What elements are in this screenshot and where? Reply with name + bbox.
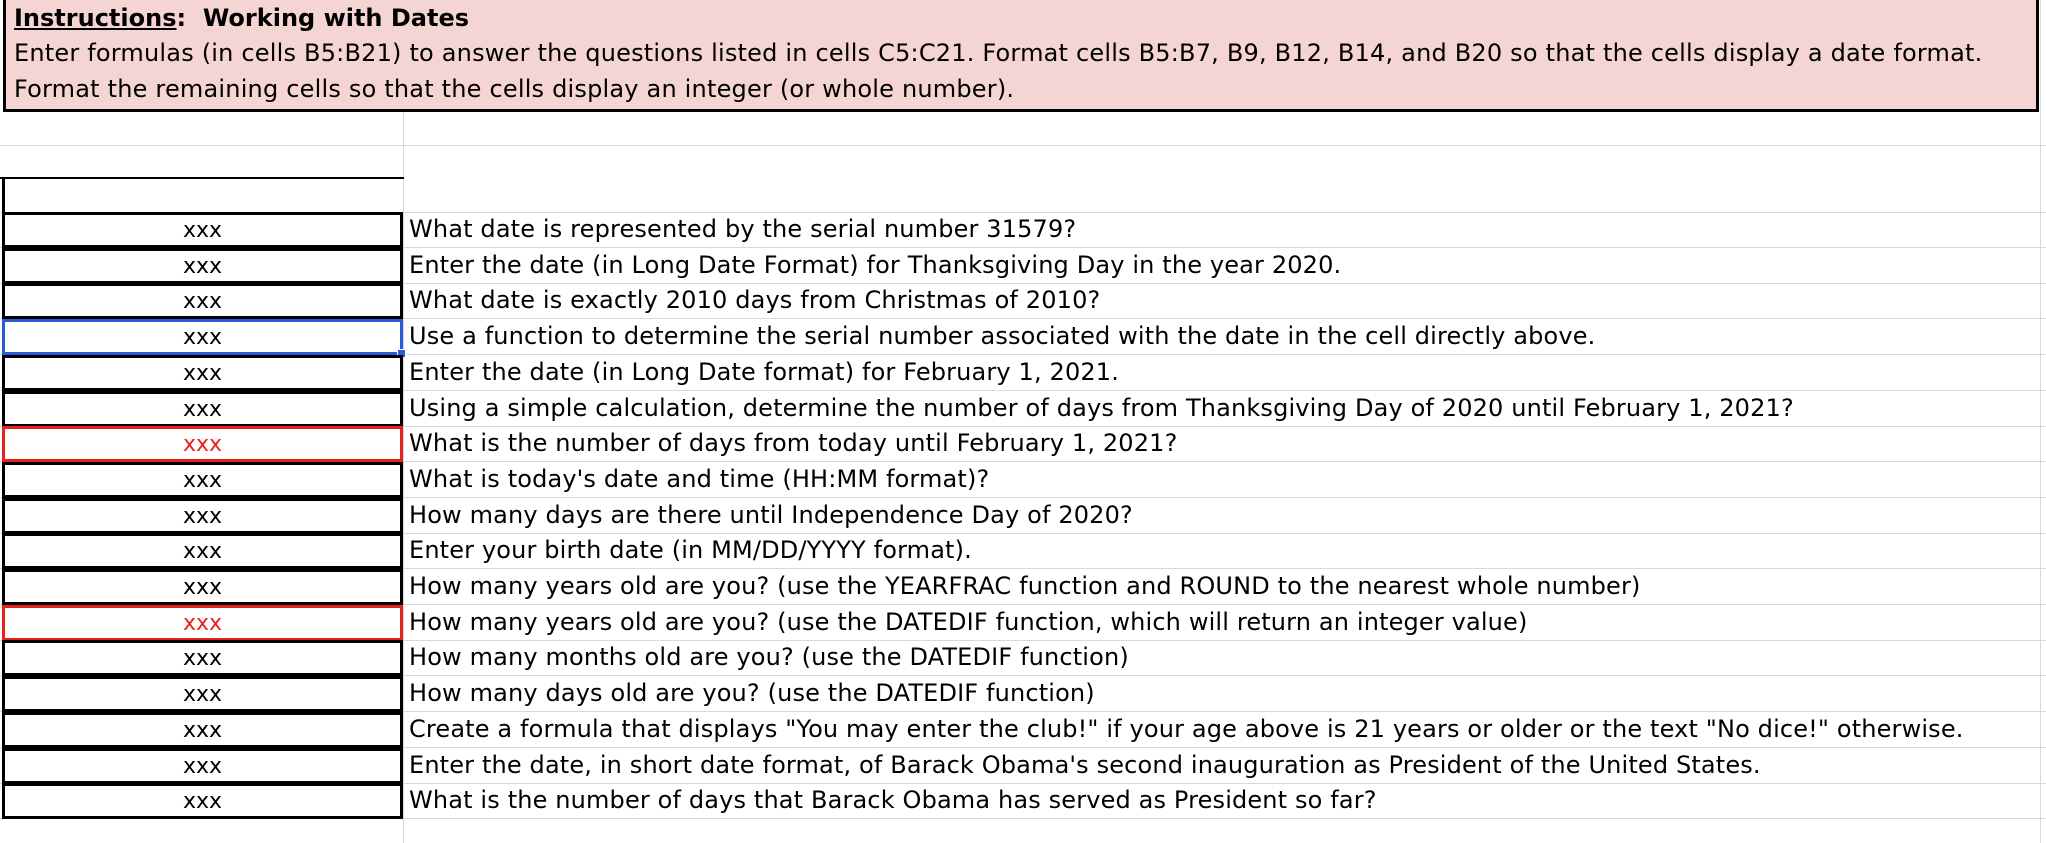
question-cell[interactable]: How many months old are you? (use the DATEDIF function) — [409, 643, 1129, 671]
table-row — [0, 319, 2046, 355]
table-row — [0, 426, 2046, 462]
instructions-title — [14, 1, 2030, 35]
question-cell[interactable]: How many years old are you? (use the DATEDIF function, which will return an integer value) — [409, 608, 1528, 636]
question-cell[interactable]: Create a formula that displays "You may enter the club!" if your age above is 21 years or older or the text "No dice!" otherwise. — [409, 715, 1964, 743]
answer-cell[interactable]: xxx — [2, 569, 403, 605]
table-row — [0, 712, 2046, 748]
instructions-line-1: Enter formulas (in cells B5:B21) to answer the questions listed in cells C5:C21. Format cells B5:B7, B9, B12, B14, and B20 so that the cells display a date format. — [14, 39, 1983, 67]
question-cell[interactable]: Enter the date, in short date format, of Barack Obama's second inauguration as President of the United States. — [409, 751, 1761, 779]
table-row — [0, 283, 2046, 319]
instructions-colon: : — [176, 4, 187, 32]
table-row — [0, 569, 2046, 605]
table-row — [0, 783, 2046, 819]
table-row — [0, 212, 2046, 248]
question-cell[interactable]: What date is represented by the serial number 31579? — [409, 215, 1077, 243]
table-row — [0, 533, 2046, 569]
answer-cell[interactable]: xxx — [2, 212, 403, 248]
table-row — [0, 640, 2046, 676]
gridline-row-3 — [0, 145, 2046, 146]
answer-cell[interactable]: xxx — [2, 391, 403, 427]
instructions-line-2: Format the remaining cells so that the cells display an integer (or whole number). — [14, 75, 1015, 103]
instructions-heading: Working with Dates — [202, 4, 470, 32]
question-cell[interactable]: Enter your birth date (in MM/DD/YYYY format). — [409, 536, 972, 564]
instructions-box — [3, 0, 2039, 112]
answer-cell[interactable]: xxx — [2, 676, 403, 712]
answer-cell[interactable]: xxx — [2, 712, 403, 748]
table-row — [0, 355, 2046, 391]
question-cell[interactable]: How many days are there until Independence Day of 2020? — [409, 501, 1133, 529]
answer-cell[interactable]: xxx — [2, 783, 403, 819]
instructions-label: Instructions — [14, 4, 177, 32]
answer-cell[interactable]: xxx — [2, 498, 403, 534]
question-cell[interactable]: Use a function to determine the serial number associated with the date in the cell directly above. — [409, 322, 1596, 350]
question-cell[interactable]: Enter the date (in Long Date Format) for Thanksgiving Day in the year 2020. — [409, 251, 1342, 279]
answer-cell[interactable]: xxx — [2, 533, 403, 569]
question-cell[interactable]: What is the number of days from today until February 1, 2021? — [409, 429, 1178, 457]
table-row — [0, 248, 2046, 284]
answer-cell[interactable]: xxx — [2, 248, 403, 284]
left-border-stub — [2, 178, 5, 214]
table-row — [0, 748, 2046, 784]
table-row — [0, 391, 2046, 427]
answer-cell[interactable]: xxx — [2, 426, 403, 462]
header-rule — [0, 177, 404, 179]
table-row — [0, 676, 2046, 712]
question-cell[interactable]: How many days old are you? (use the DATEDIF function) — [409, 679, 1095, 707]
table-row — [0, 462, 2046, 498]
answer-cell[interactable]: xxx — [2, 640, 403, 676]
answer-cell[interactable]: xxx — [2, 605, 403, 641]
question-cell[interactable]: What is the number of days that Barack Obama has served as President so far? — [409, 786, 1377, 814]
question-cell[interactable]: What date is exactly 2010 days from Christmas of 2010? — [409, 286, 1101, 314]
answer-cell[interactable]: xxx — [2, 319, 403, 355]
question-cell[interactable]: Enter the date (in Long Date format) for February 1, 2021. — [409, 358, 1119, 386]
question-cell[interactable]: Using a simple calculation, determine the number of days from Thanksgiving Day of 2020 until February 1, 2021? — [409, 394, 1794, 422]
table-row — [0, 605, 2046, 641]
question-cell[interactable]: What is today's date and time (HH:MM format)? — [409, 465, 990, 493]
answer-cell[interactable]: xxx — [2, 355, 403, 391]
answer-cell[interactable]: xxx — [2, 462, 403, 498]
answer-cell[interactable]: xxx — [2, 748, 403, 784]
answer-cell[interactable]: xxx — [2, 283, 403, 319]
table-row — [0, 498, 2046, 534]
question-cell[interactable]: How many years old are you? (use the YEARFRAC function and ROUND to the nearest whole number) — [409, 572, 1641, 600]
